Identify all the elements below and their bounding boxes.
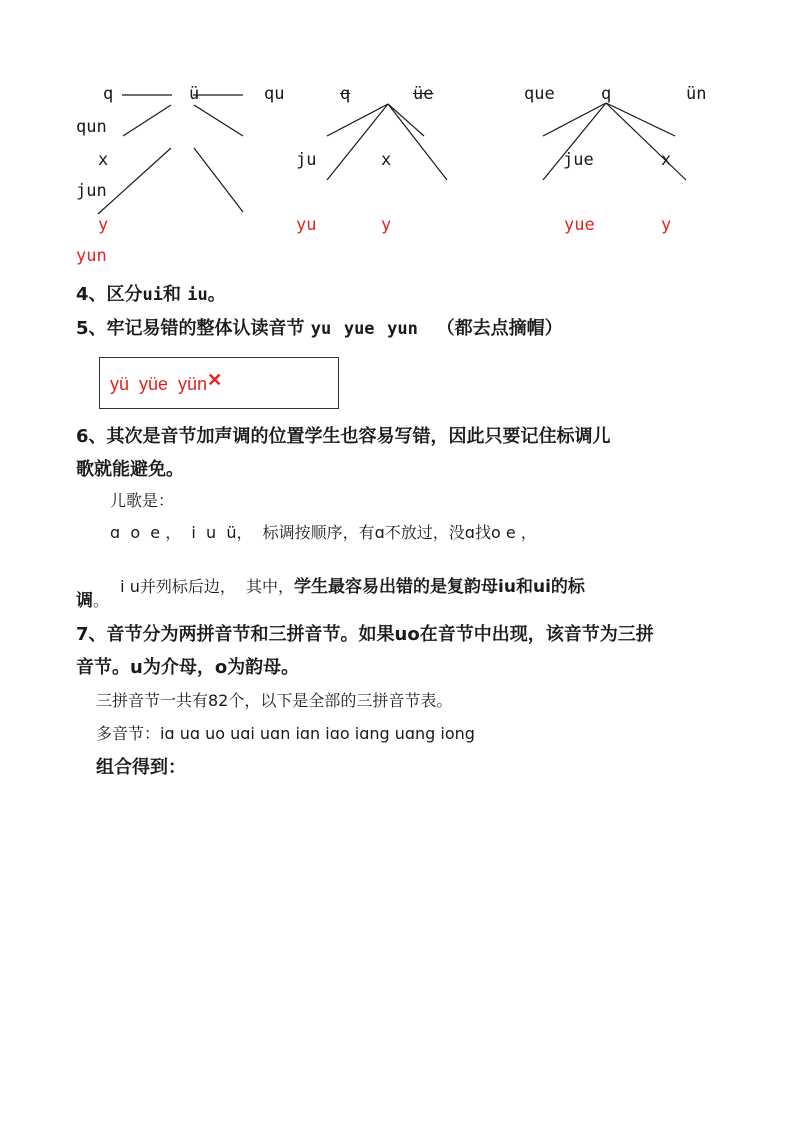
d3-x: x	[661, 150, 672, 170]
d1-qun: qun	[76, 117, 107, 137]
d2-line	[388, 104, 447, 180]
rhyme-line1: ɑ o e ， i u ü， 标调按顺序，有ɑ不放过，没ɑ找o e ，	[110, 523, 537, 542]
section-6-line2: 歌就能避免。	[76, 459, 184, 480]
combine-label: 组合得到：	[96, 757, 186, 778]
wrong-syllables-box	[99, 357, 339, 409]
d3-q: q	[601, 84, 612, 104]
rhyme-line3: 调。	[76, 591, 110, 611]
d2-line	[327, 104, 388, 136]
d1-u: ü	[189, 84, 200, 104]
d3-yue: yue	[564, 215, 595, 235]
section-5-heading: 5、牢记易错的整体认读音节 yu yue yun （都去点摘帽）	[76, 318, 563, 339]
section-6-line1: 6、其次是音节加声调的位置学生也容易写错，因此只要记住标调儿	[76, 426, 611, 447]
d2-line	[327, 104, 388, 180]
d2-qu: qu	[264, 84, 285, 104]
multi-line: 多音节：iɑ uɑ uo uɑi uɑn iɑn iɑo iɑng uɑng iong	[96, 724, 475, 743]
d1-x: x	[98, 150, 109, 170]
d3-line	[606, 103, 675, 136]
d2-ju: ju	[296, 150, 317, 170]
cross-icon: ✕	[207, 370, 223, 390]
d3-line	[543, 103, 606, 136]
d1-line	[194, 148, 243, 212]
d3-un: ün	[686, 84, 707, 104]
rhyme-label: 儿歌是：	[110, 491, 175, 510]
rhyme-line2: i u并列标后边， 其中，学生最容易出错的是复韵母iu和ui的标	[120, 577, 585, 597]
d3-line	[606, 103, 686, 180]
d2-y: y	[381, 215, 392, 235]
d3-y: y	[661, 215, 672, 235]
d3-que: que	[524, 84, 555, 104]
d3-jue: jue	[563, 150, 594, 170]
d2-ue-struck: üe	[413, 84, 434, 104]
d1-q: q	[103, 84, 114, 104]
d2-yu: yu	[296, 215, 317, 235]
d2-line	[388, 104, 424, 136]
d1-line	[123, 105, 171, 136]
diagram-lines	[0, 0, 793, 300]
d1-line	[98, 148, 171, 214]
d1-jun: jun	[76, 181, 107, 201]
wrong-syllables-text: yü yüe yün✕	[110, 370, 223, 394]
section-7-line1: 7、音节分为两拼音节和三拼音节。如果uo在音节中出现，该音节为三拼	[76, 624, 654, 645]
section-4-heading: 4、区分ui和 iu。	[76, 284, 226, 305]
d1-yun: yun	[76, 246, 107, 266]
count-line: 三拼音节一共有82个，以下是全部的三拼音节表。	[96, 691, 453, 710]
section-7-line2: 音节。u为介母，o为韵母。	[76, 657, 300, 678]
d1-y: y	[98, 215, 109, 235]
d2-q-struck: q	[340, 84, 351, 104]
d1-line	[194, 105, 243, 136]
d2-x: x	[381, 150, 392, 170]
